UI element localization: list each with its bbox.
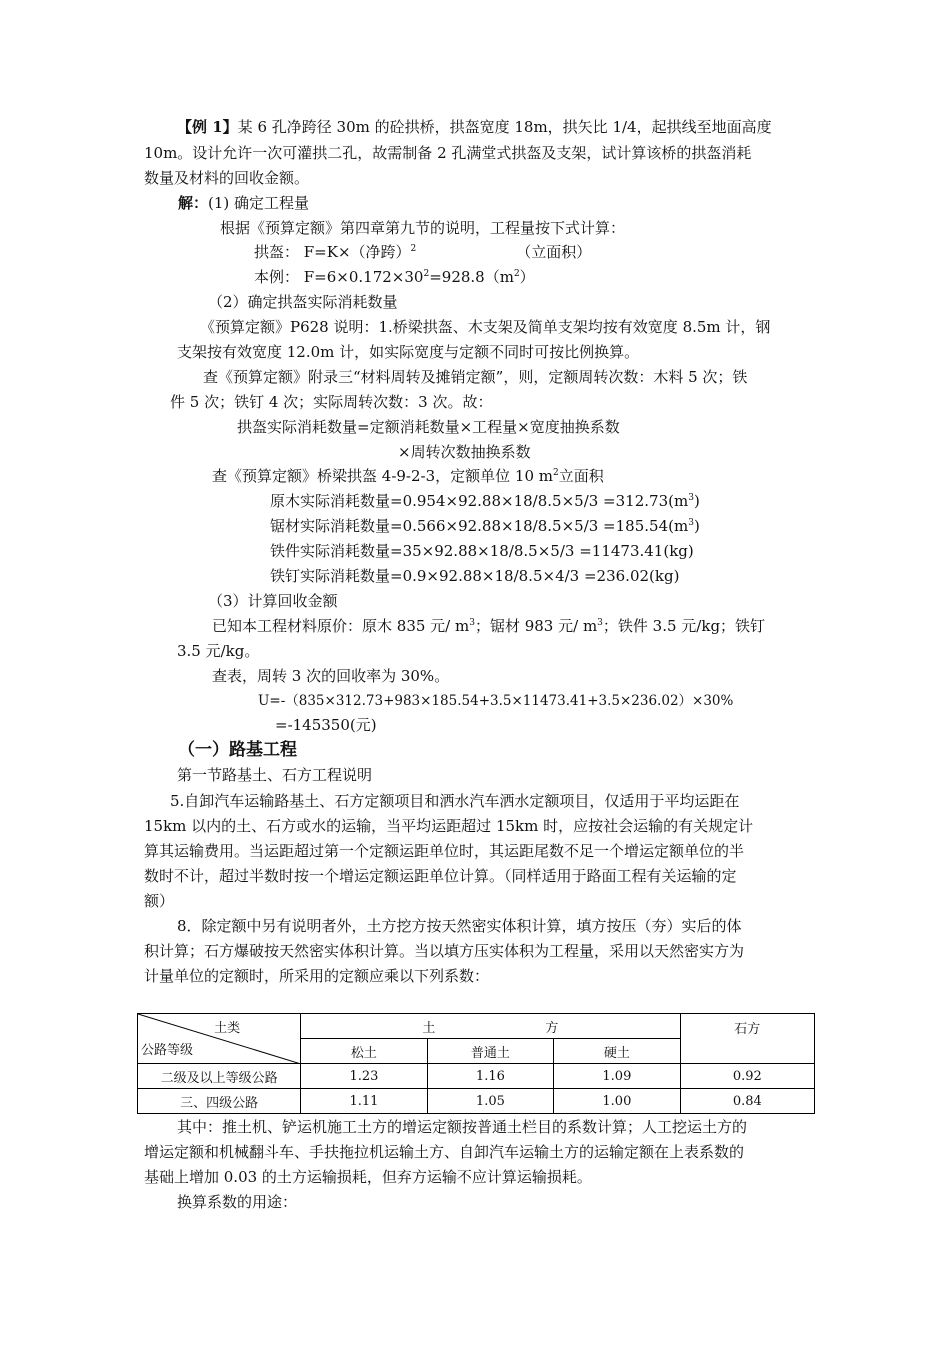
rule5-line-2: 15km 以内的土、石方或水的运输，当平均运距超过 15km 时，应按社会运输的有关规定计 [144,817,754,835]
section-heading: （一）路基工程 [178,740,297,760]
earthwork-header [301,1014,680,1039]
header-ordinary-soil: 普通土 [427,1039,553,1064]
p628-line-2: 支架按有效宽度 12.0m 计，如实际宽度与定额不同时可按比例换算。 [177,343,640,361]
unit-sup: 2 [553,468,559,478]
formula-b [254,267,535,287]
earth-char: 土 [422,1020,436,1036]
after-line-2: 增运定额和机械翻斗车、手扶拖拉机运输土方、自卸汽车运输土方的运输定额在上表系数的 [144,1143,745,1161]
solution-step-1-text: (1) 确定工程量 [208,194,310,212]
table-cell: 1.00 [554,1089,680,1114]
example-para-line-3: 数量及材料的回收金额。 [144,169,310,187]
calc-nail: 铁钉实际消耗数量=0.9×92.88×18/8.5×4/3 =236.02(kg) [270,567,680,585]
calc-log-sup: 3 [688,493,694,503]
calc-sawn-text: 锯材实际消耗数量=0.566×92.88×18/8.5×5/3 =185.54(m [270,517,689,535]
example-label: 【例 1】 [177,118,238,136]
table-cell: 0.92 [680,1064,814,1089]
solution-step-2: （2）确定拱盔实际消耗数量 [208,293,398,311]
formula-a-text: 拱盔： F=K×（净跨） [254,243,411,261]
calc-sawn [270,516,700,536]
calc-log-text: 原木实际消耗数量=0.954×92.88×18/8.5×5/3 =312.73(m [270,492,689,510]
rule5-line-5: 额） [144,892,175,910]
section-subheading: 第一节路基土、石方工程说明 [177,766,373,784]
rule8-line-3: 计量单位的定额时，所采用的定额应乘以下列系数： [144,967,490,985]
unit-line-text: 查《预算定额》桥梁拱盔 4-9-2-3，定额单位 10 m [212,467,553,485]
table-row [138,1064,815,1089]
table-cell: 0.84 [680,1089,814,1114]
equation-line-1: 拱盔实际消耗数量=定额消耗数量×工程量×宽度抽换系数 [237,418,620,436]
formula-b-sup: 2 [423,269,430,279]
recovery-result: =-145350(元) [275,716,377,734]
rule5-line-3: 算其运输费用。当运距超过第一个定额运距单位时，其运距尾数不足一个增运定额单位的半 [144,842,745,860]
appendix-line-2: 件 5 次；铁钉 4 次；实际周转次数：3 次。故： [170,393,493,411]
after-line-1: 其中：推土机、铲运机施工土方的增运定额按普通土栏目的系数计算；人工挖运土方的 [177,1118,748,1136]
formula-b-sup2: 2 [513,269,520,279]
rule8-line-2: 积计算；石方爆破按天然密实体积计算。当以填方压实体积为工程量，采用以天然密实方为 [144,942,745,960]
solution-step-3: （3）计算回收金额 [208,592,338,610]
recovery-formula: U=-（835×312.73+983×185.54+3.5×11473.41+3.5×236.02）×30% [258,693,734,709]
example-text: 某 6 孔净跨径 30m 的砼拱桥，拱盔宽度 18m，拱矢比 1/4，起拱线至地面高度 [237,118,772,136]
price-c: ；铁件 3.5 元/kg；铁钉 [602,617,766,635]
formula-a-note: （立面积） [516,243,592,261]
calc-log-close: ) [693,492,700,510]
rockwork-header: 石方 [680,1014,814,1064]
formula-b-end: ） [519,268,535,286]
price-line-1 [212,616,765,636]
coefficient-table [137,1013,815,1114]
unit-line [212,466,604,486]
equation-line-2: ×周转次数抽换系数 [398,443,531,461]
soil-type-label: 土类 [214,1021,241,1036]
after-line-4: 换算系数的用途： [177,1193,298,1211]
price-sup-b: 3 [597,618,603,628]
solution-step-1 [178,193,309,213]
price-sup-a: 3 [469,618,475,628]
road-grade-label: 公路等级 [141,1043,194,1058]
table-cell: 1.16 [427,1064,553,1089]
appendix-line-1: 查《预算定额》附录三“材料周转及摊销定额”，则，定额周转次数：木料 5 次；铁 [203,368,748,386]
rule5-line-4: 数时不计，超过半数时按一个增运定额运距单位计算。（同样适用于路面工程有关运输的定 [144,867,737,885]
rule8-line-1: 8．除定额中另有说明者外，土方挖方按天然密实体积计算，填方按压（夯）实后的体 [177,917,742,935]
p628-line-1: 《预算定额》P628 说明：1.桥梁拱盔、木支架及简单支架均按有效宽度 8.5m 计，钢 [200,318,771,336]
table-header-row-1 [138,1014,815,1039]
formula-a-sup: 2 [410,244,417,254]
after-line-3: 基础上增加 0.03 的土方运输损耗，但弃方运输不应计算运输损耗。 [144,1168,592,1186]
table-row [138,1089,815,1114]
solution-label: 解： [178,194,209,212]
table-cell: 1.09 [554,1064,680,1089]
formula-a [254,242,591,262]
table-cell: 1.05 [427,1089,553,1114]
row-label: 二级及以上等级公路 [138,1064,301,1089]
recovery-rate: 查表，周转 3 次的回收率为 30%。 [212,667,450,685]
calc-sawn-close: ) [693,517,700,535]
price-line-2: 3.5 元/kg。 [177,642,260,660]
row-label: 三、四级公路 [138,1089,301,1114]
calc-sawn-sup: 3 [688,518,694,528]
table-cell: 1.11 [301,1089,427,1114]
calc-iron: 铁件实际消耗数量=35×92.88×18/8.5×5/3 =11473.41(kg) [270,542,694,560]
basis-text: 根据《预算定额》第四章第九节的说明，工程量按下式计算： [220,219,626,237]
diagonal-header-cell [138,1014,301,1064]
price-a: 已知本工程材料原价：原木 835 元/ m [212,617,470,635]
rule5-line-1: 5.自卸汽车运输路基土、石方定额项目和洒水汽车洒水定额项目，仅适用于平均运距在 [170,792,740,810]
calc-log [270,491,700,511]
table-cell: 1.23 [301,1064,427,1089]
earth-fang-char: 方 [545,1020,559,1036]
formula-b-text: 本例： F=6×0.172×30 [254,268,424,286]
example-para-line-2: 10m。设计允许一次可灌拱二孔，故需制备 2 孔满堂式拱盔及支架，试计算该桥的拱盔消耗 [144,144,752,162]
header-hard-soil: 硬土 [554,1039,680,1064]
formula-b-tail: =928.8（m [429,268,514,286]
header-loose-soil: 松土 [301,1039,427,1064]
price-b: ；锯材 983 元/ m [474,617,598,635]
unit-tail: 立面积 [558,467,604,485]
example-para-line-1 [177,117,772,137]
